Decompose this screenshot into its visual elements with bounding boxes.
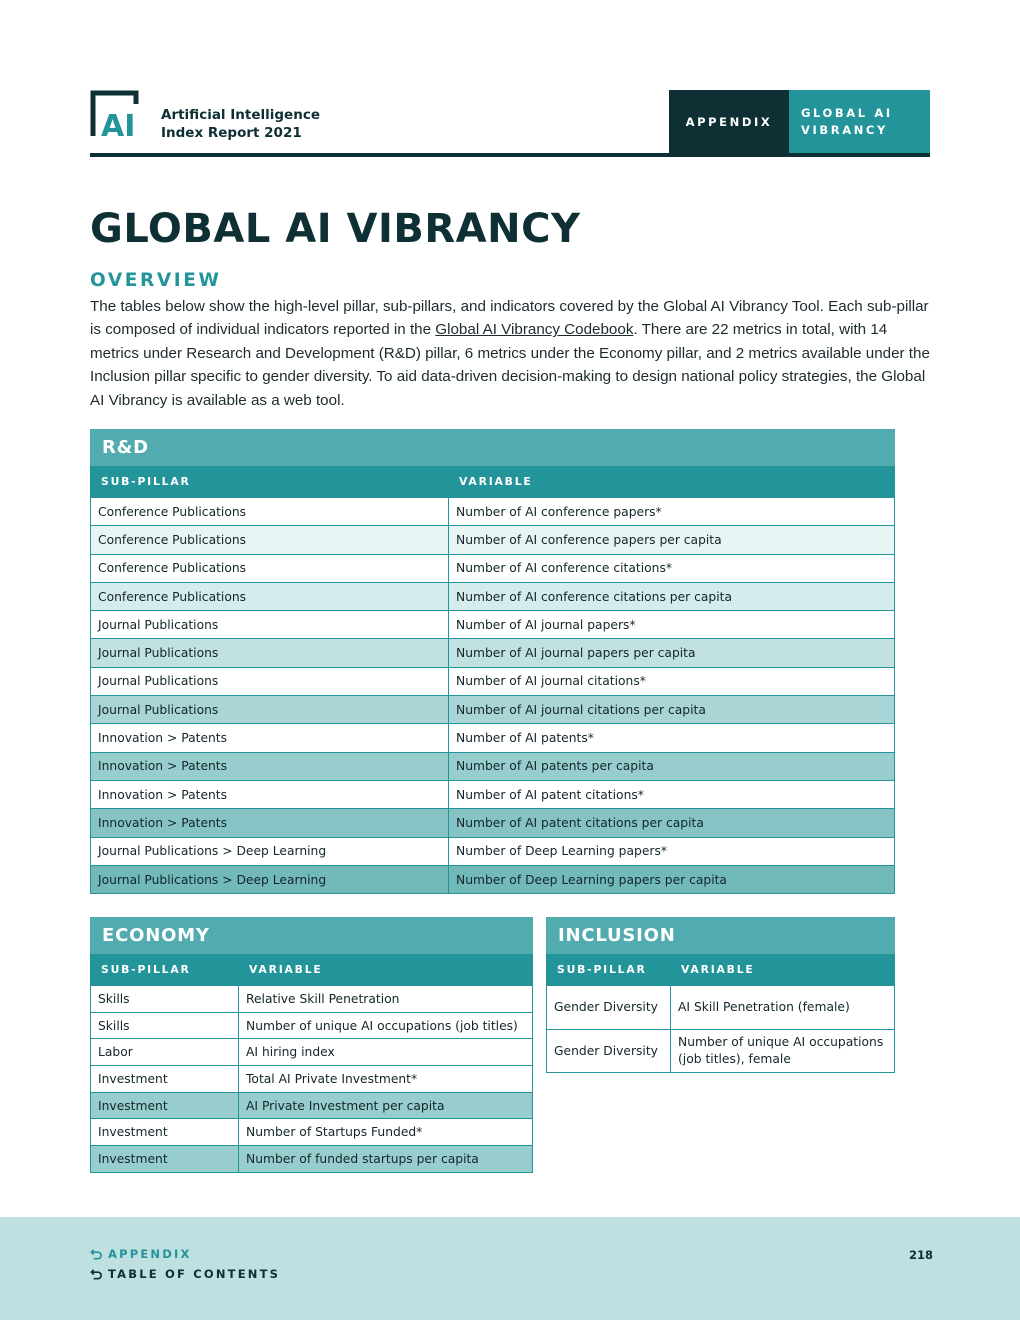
footer-appendix-link[interactable] — [90, 1247, 192, 1261]
variable-cell: Number of AI conference citations* — [449, 554, 895, 582]
variable-cell: Number of AI conference papers per capita — [449, 526, 895, 554]
variable-cell: Total AI Private Investment* — [239, 1066, 533, 1093]
variable-cell: Number of Startups Funded* — [239, 1119, 533, 1146]
table-row — [91, 724, 895, 752]
variable-cell: Number of AI patent citations* — [449, 780, 895, 808]
table-row — [91, 1092, 533, 1119]
variable-cell: Number of unique AI occupations (job titles) — [239, 1012, 533, 1039]
table-row — [91, 498, 895, 526]
report-title — [161, 106, 320, 142]
inclusion-table-title: INCLUSION — [547, 918, 895, 954]
variable-cell: Number of AI journal citations* — [449, 667, 895, 695]
rd-table-title: R&D — [91, 430, 895, 466]
table-row — [91, 837, 895, 865]
table-row — [547, 1029, 895, 1073]
variable-cell: Number of AI patent citations per capita — [449, 809, 895, 837]
table-row — [91, 752, 895, 780]
overview-paragraph — [90, 295, 940, 412]
subpillar-cell: Journal Publications — [91, 611, 449, 639]
table-row — [91, 1119, 533, 1146]
tab-current-line2: VIBRANCY — [801, 122, 888, 137]
ai-index-logo[interactable] — [90, 90, 146, 140]
variable-cell: Number of AI journal papers per capita — [449, 639, 895, 667]
variable-cell: Number of AI journal papers* — [449, 611, 895, 639]
table-row — [91, 1039, 533, 1066]
overview-heading: OVERVIEW — [90, 270, 222, 291]
subpillar-cell: Skills — [91, 1012, 239, 1039]
economy-col-subpillar: SUB-PILLAR — [91, 954, 239, 986]
table-row — [91, 865, 895, 893]
footer-appendix-label: APPENDIX — [108, 1247, 192, 1261]
table-row — [91, 582, 895, 610]
variable-cell: Number of Deep Learning papers* — [449, 837, 895, 865]
return-arrow-icon — [90, 1268, 103, 1281]
subpillar-cell: Journal Publications > Deep Learning — [91, 837, 449, 865]
subpillar-cell: Conference Publications — [91, 526, 449, 554]
subpillar-cell: Investment — [91, 1066, 239, 1093]
table-row — [91, 780, 895, 808]
economy-table-body — [91, 986, 533, 1173]
rd-col-variable: VARIABLE — [449, 466, 895, 498]
subpillar-cell: Innovation > Patents — [91, 752, 449, 780]
footer-toc-link[interactable] — [90, 1267, 280, 1281]
subpillar-cell: Innovation > Patents — [91, 724, 449, 752]
subpillar-cell: Conference Publications — [91, 554, 449, 582]
table-row — [91, 554, 895, 582]
inclusion-table-body — [547, 986, 895, 1073]
subpillar-cell: Gender Diversity — [547, 1029, 671, 1073]
overview-text-end: . There are 22 metrics in total, with 14 metrics under Research and Development (R&D) pillar, 6 metrics under the Economy pillar, and 2 metrics available under the Inclusion pillar specific to gender diversity. To aid data-driven decision-making to design national policy strategies, the Global AI Vibrancy is available as a web tool. — [90, 321, 930, 409]
rd-table — [90, 429, 895, 894]
tab-global-ai-vibrancy[interactable] — [789, 90, 930, 153]
subpillar-cell: Investment — [91, 1092, 239, 1119]
subpillar-cell: Innovation > Patents — [91, 780, 449, 808]
codebook-link[interactable]: Global AI Vibrancy Codebook — [435, 321, 634, 339]
subpillar-cell: Conference Publications — [91, 498, 449, 526]
subpillar-cell: Labor — [91, 1039, 239, 1066]
variable-cell: Number of AI patents* — [449, 724, 895, 752]
variable-cell: Number of AI journal citations per capita — [449, 696, 895, 724]
report-title-line2: Index Report 2021 — [161, 125, 302, 141]
table-row — [91, 809, 895, 837]
logo-lettering: AI — [101, 109, 136, 140]
page-header — [90, 90, 930, 153]
table-row — [91, 667, 895, 695]
economy-table-title: ECONOMY — [91, 918, 533, 954]
variable-cell: Number of AI conference papers* — [449, 498, 895, 526]
rd-col-subpillar: SUB-PILLAR — [91, 466, 449, 498]
subpillar-cell: Journal Publications — [91, 696, 449, 724]
economy-table — [90, 917, 533, 1173]
subpillar-cell: Conference Publications — [91, 582, 449, 610]
return-arrow-icon — [90, 1248, 103, 1261]
inclusion-table — [546, 917, 895, 1073]
page-footer — [0, 1217, 1020, 1320]
table-row — [91, 1066, 533, 1093]
header-divider — [90, 153, 930, 157]
footer-toc-label: TABLE OF CONTENTS — [108, 1267, 281, 1281]
inclusion-col-variable: VARIABLE — [671, 954, 895, 986]
table-row — [91, 696, 895, 724]
subpillar-cell: Gender Diversity — [547, 986, 671, 1030]
inclusion-col-subpillar: SUB-PILLAR — [547, 954, 671, 986]
variable-cell: Number of AI conference citations per capita — [449, 582, 895, 610]
variable-cell: Number of AI patents per capita — [449, 752, 895, 780]
variable-cell: Relative Skill Penetration — [239, 986, 533, 1013]
variable-cell: AI hiring index — [239, 1039, 533, 1066]
table-row — [91, 1146, 533, 1173]
tab-appendix[interactable]: APPENDIX — [669, 90, 789, 153]
table-row — [91, 611, 895, 639]
subpillar-cell: Journal Publications > Deep Learning — [91, 865, 449, 893]
page-title: GLOBAL AI VIBRANCY — [90, 206, 581, 252]
variable-cell: Number of Deep Learning papers per capita — [449, 865, 895, 893]
variable-cell: Number of funded startups per capita — [239, 1146, 533, 1173]
table-row — [91, 526, 895, 554]
table-row — [547, 986, 895, 1030]
report-title-line1: Artificial Intelligence — [161, 107, 320, 123]
table-row — [91, 1012, 533, 1039]
page-number: 218 — [908, 1248, 933, 1262]
rd-table-body — [91, 498, 895, 894]
economy-col-variable: VARIABLE — [239, 954, 533, 986]
variable-cell: AI Private Investment per capita — [239, 1092, 533, 1119]
variable-cell: AI Skill Penetration (female) — [671, 986, 895, 1030]
subpillar-cell: Journal Publications — [91, 667, 449, 695]
subpillar-cell: Investment — [91, 1119, 239, 1146]
subpillar-cell: Journal Publications — [91, 639, 449, 667]
variable-cell: Number of unique AI occupations (job titles), female — [671, 1029, 895, 1073]
table-row — [91, 986, 533, 1013]
tab-current-line1: GLOBAL AI — [801, 105, 893, 120]
subpillar-cell: Skills — [91, 986, 239, 1013]
subpillar-cell: Innovation > Patents — [91, 809, 449, 837]
table-row — [91, 639, 895, 667]
overview-text-start: The tables below show the high-level pillar, sub-pillars, and indicators covered by the Global AI Vibrancy Tool. Each sub-pillar is composed of individual indicators reported in the — [90, 298, 929, 339]
subpillar-cell: Investment — [91, 1146, 239, 1173]
